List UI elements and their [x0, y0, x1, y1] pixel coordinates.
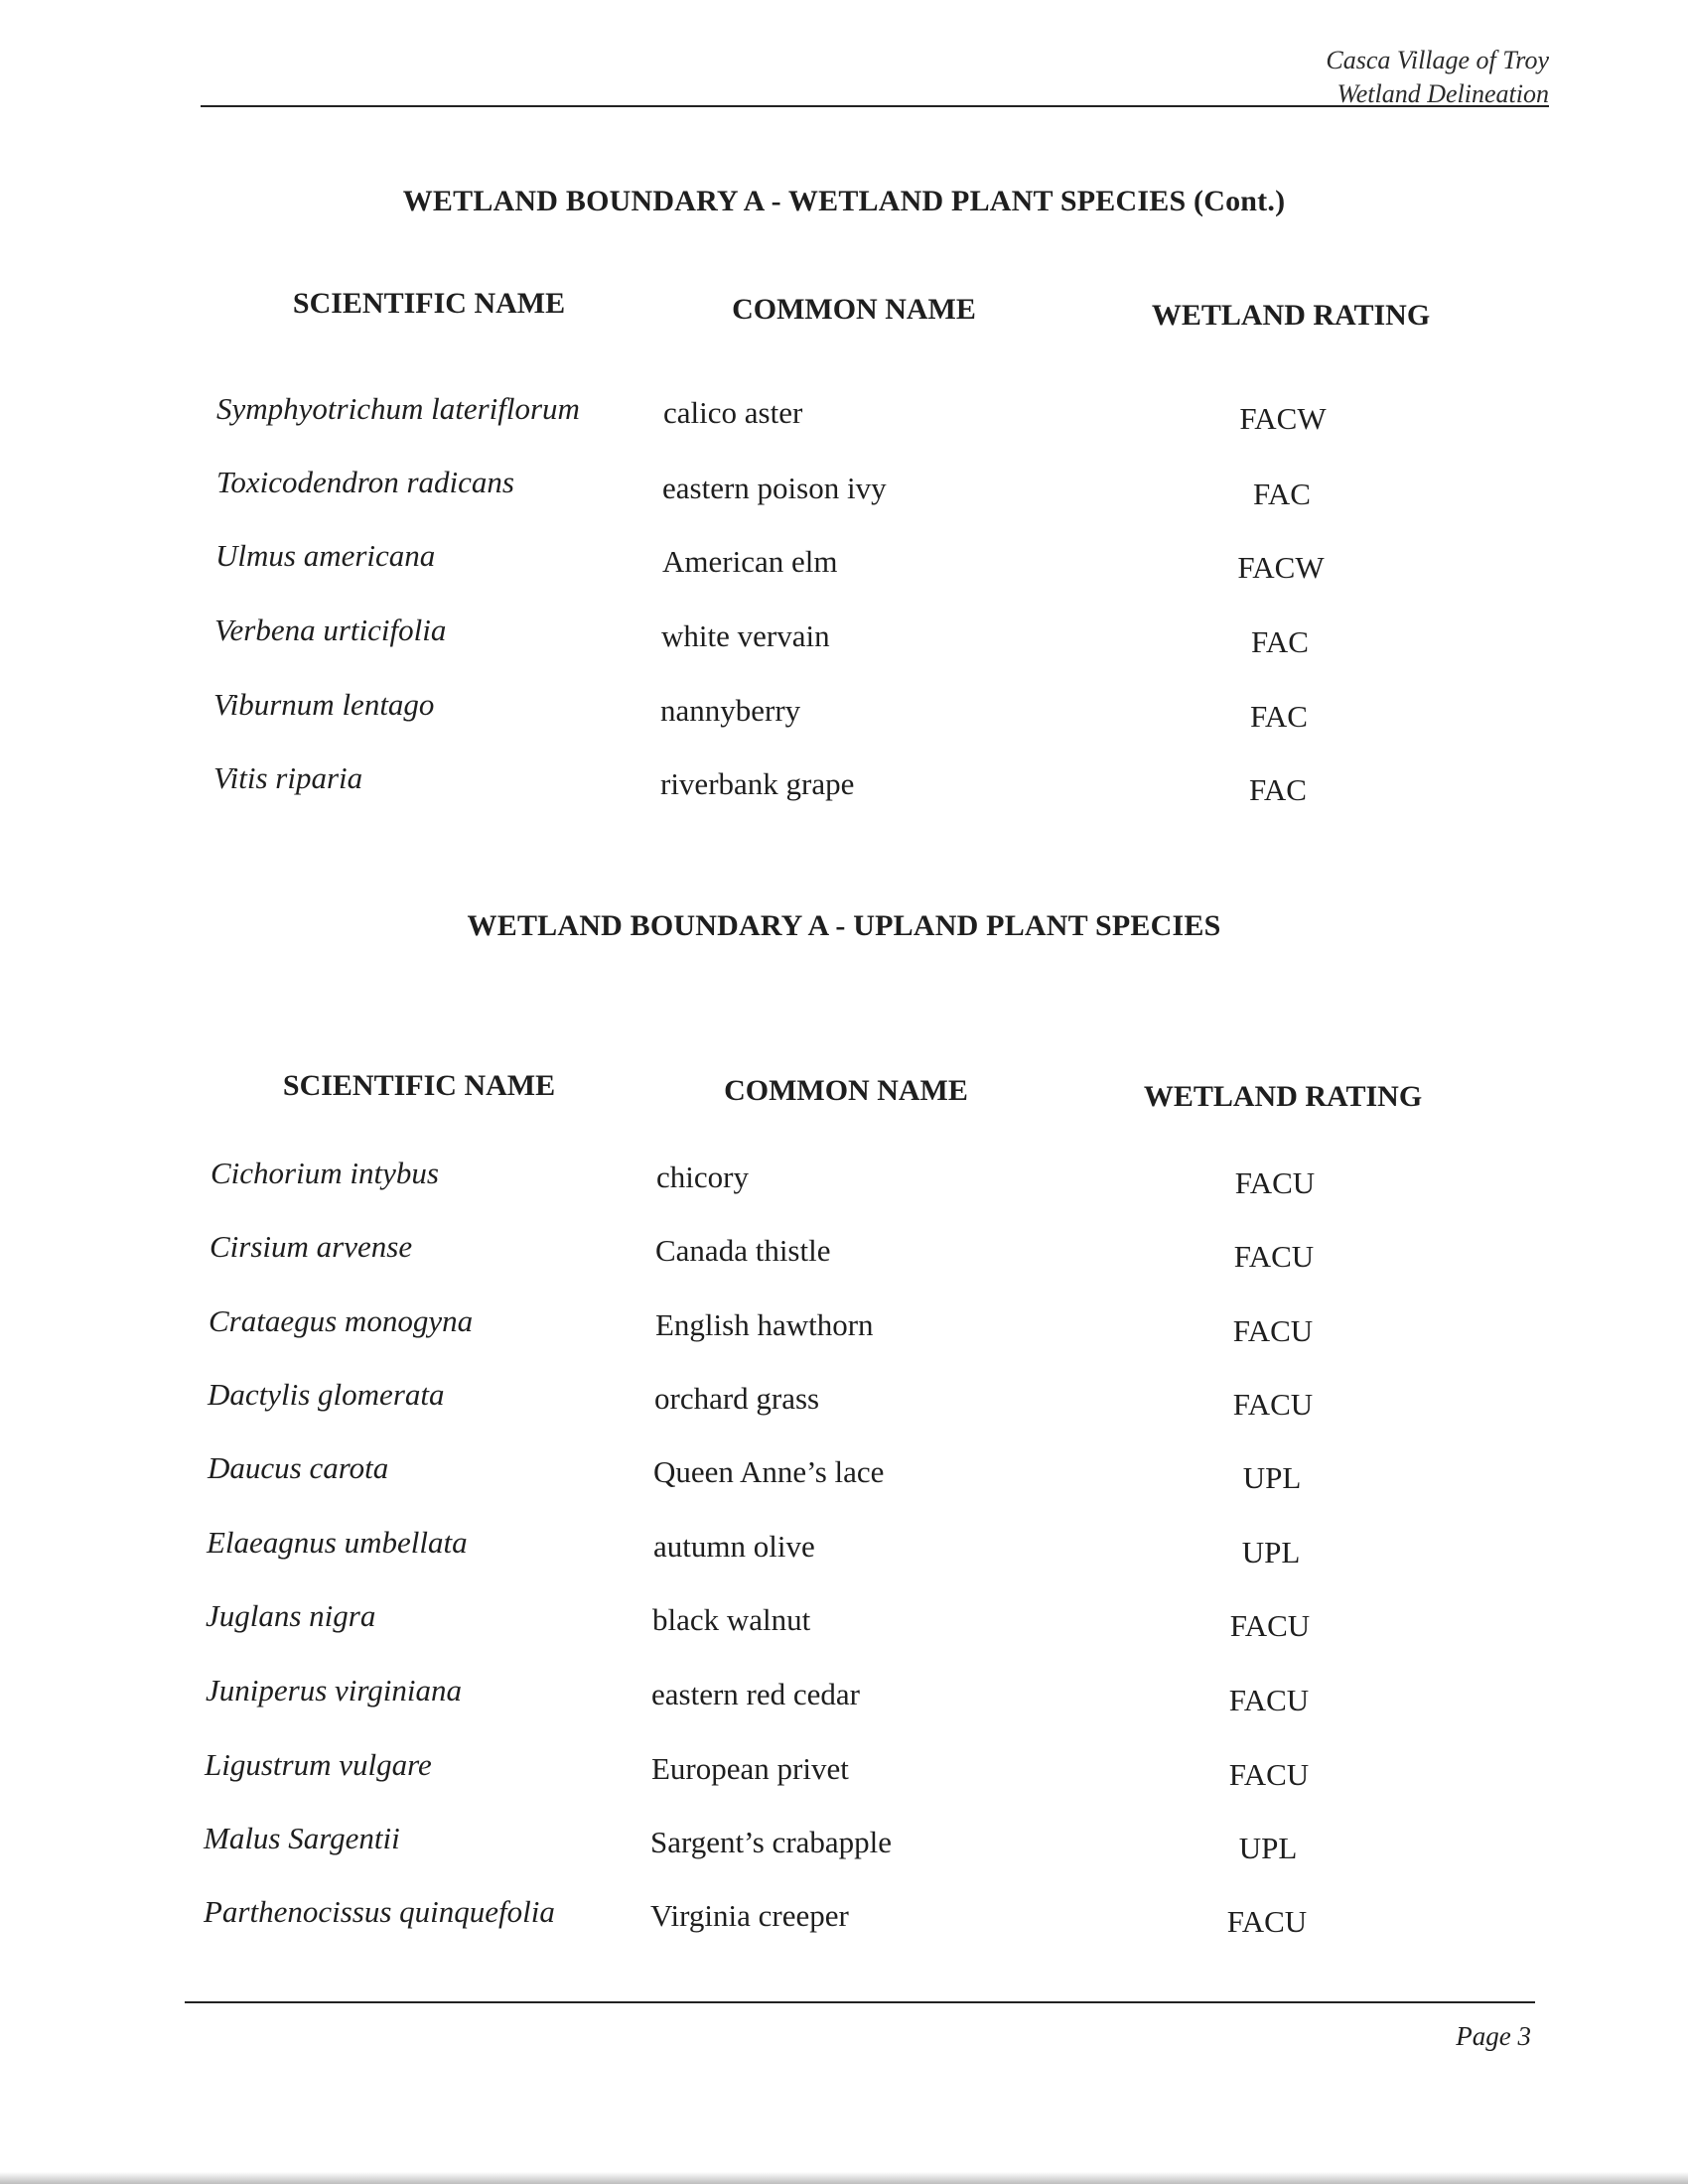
common-name: Sargent’s crabapple — [650, 1825, 893, 1859]
common-name: Queen Anne’s lace — [653, 1454, 885, 1489]
header-project-name: Casca Village of Troy — [1326, 46, 1549, 74]
scientific-name: Ligustrum vulgare — [205, 1747, 432, 1782]
common-name: chicory — [656, 1160, 749, 1194]
wetland-rating: UPL — [1242, 1460, 1302, 1495]
wetland-rating: FACU — [1232, 1313, 1314, 1348]
common-name: eastern red cedar — [651, 1677, 860, 1711]
upland-col-rating: WETLAND RATING — [1143, 1080, 1423, 1113]
table-row — [0, 1377, 1688, 1427]
common-name: calico aster — [663, 395, 803, 430]
upland-col-common: COMMON NAME — [724, 1074, 968, 1107]
common-name: nannyberry — [660, 693, 801, 728]
wetland-rating: UPL — [1241, 1535, 1301, 1570]
wetland-rating: FACU — [1234, 1165, 1316, 1200]
table-row — [0, 1598, 1688, 1648]
table-row — [0, 1229, 1688, 1279]
table-row — [0, 1747, 1688, 1797]
wetland-rating: FAC — [1249, 699, 1308, 734]
wetland-col-rating: WETLAND RATING — [1151, 299, 1431, 332]
header-document-type: Wetland Delineation — [1336, 79, 1549, 108]
table-row — [0, 538, 1688, 588]
wetland-rating: FACU — [1232, 1387, 1314, 1422]
scientific-name: Daucus carota — [208, 1450, 389, 1485]
wetland-rating: FAC — [1252, 477, 1311, 511]
wetland-rating: FACU — [1228, 1757, 1310, 1792]
table-row — [0, 1156, 1688, 1205]
table-row — [0, 1303, 1688, 1353]
common-name: autumn olive — [653, 1529, 815, 1564]
table-row — [0, 1894, 1688, 1944]
common-name: Canada thistle — [655, 1233, 831, 1268]
wetland-col-common: COMMON NAME — [732, 293, 976, 326]
wetland-rating: FAC — [1248, 772, 1307, 807]
scientific-name: Viburnum lentago — [213, 687, 435, 722]
wetland-rating: FACU — [1229, 1608, 1311, 1643]
table-row — [0, 687, 1688, 737]
common-name: black walnut — [652, 1602, 811, 1637]
document-header — [1326, 44, 1549, 111]
scan-edge-shadow — [0, 2172, 1688, 2184]
footer-rule — [185, 2001, 1535, 2003]
scientific-name: Cichorium intybus — [211, 1156, 439, 1190]
wetland-rating: UPL — [1238, 1831, 1298, 1865]
common-name: American elm — [662, 544, 838, 579]
upland-section-title: WETLAND BOUNDARY A - UPLAND PLANT SPECIES — [467, 909, 1221, 942]
scientific-name: Vitis riparia — [213, 760, 363, 795]
wetland-col-scientific: SCIENTIFIC NAME — [292, 287, 566, 320]
table-row — [0, 1450, 1688, 1500]
scientific-name: Juniperus virginiana — [206, 1673, 463, 1707]
table-row — [0, 1525, 1688, 1574]
common-name: riverbank grape — [660, 766, 855, 801]
wetland-section-title: WETLAND BOUNDARY A - WETLAND PLANT SPECIES (Cont.) — [402, 185, 1286, 217]
common-name: orchard grass — [654, 1381, 820, 1416]
page-number: Page 3 — [1456, 2021, 1531, 2051]
scientific-name: Parthenocissus quinquefolia — [204, 1894, 555, 1929]
scientific-name: Crataegus monogyna — [209, 1303, 474, 1338]
common-name: eastern poison ivy — [662, 471, 887, 505]
common-name: white vervain — [661, 618, 830, 653]
scientific-name: Verbena urticifolia — [214, 613, 447, 647]
scientific-name: Elaeagnus umbellata — [207, 1525, 468, 1560]
common-name: Virginia creeper — [650, 1898, 849, 1933]
scientific-name: Symphyotrichum lateriflorum — [216, 391, 580, 426]
scientific-name: Ulmus americana — [215, 538, 436, 573]
table-row — [0, 760, 1688, 810]
scientific-name: Dactylis glomerata — [208, 1377, 445, 1412]
wetland-rating: FACU — [1228, 1683, 1310, 1717]
wetland-rating: FACU — [1233, 1239, 1315, 1274]
scientific-name: Toxicodendron radicans — [216, 465, 514, 499]
upland-col-scientific: SCIENTIFIC NAME — [282, 1069, 556, 1102]
scientific-name: Juglans nigra — [206, 1598, 376, 1633]
table-row — [0, 465, 1688, 514]
scientific-name: Cirsium arvense — [210, 1229, 413, 1264]
table-row — [0, 1673, 1688, 1722]
wetland-rating: FAC — [1250, 624, 1309, 659]
wetland-rating: FACW — [1237, 550, 1325, 585]
common-name: European privet — [651, 1751, 849, 1786]
scientific-name: Malus Sargentii — [204, 1821, 400, 1855]
wetland-rating: FACU — [1226, 1904, 1308, 1939]
table-row — [0, 1821, 1688, 1870]
table-row — [0, 613, 1688, 662]
wetland-rating: FACW — [1239, 401, 1327, 436]
common-name: English hawthorn — [655, 1307, 874, 1342]
header-rule — [201, 105, 1549, 107]
table-row — [0, 391, 1688, 441]
